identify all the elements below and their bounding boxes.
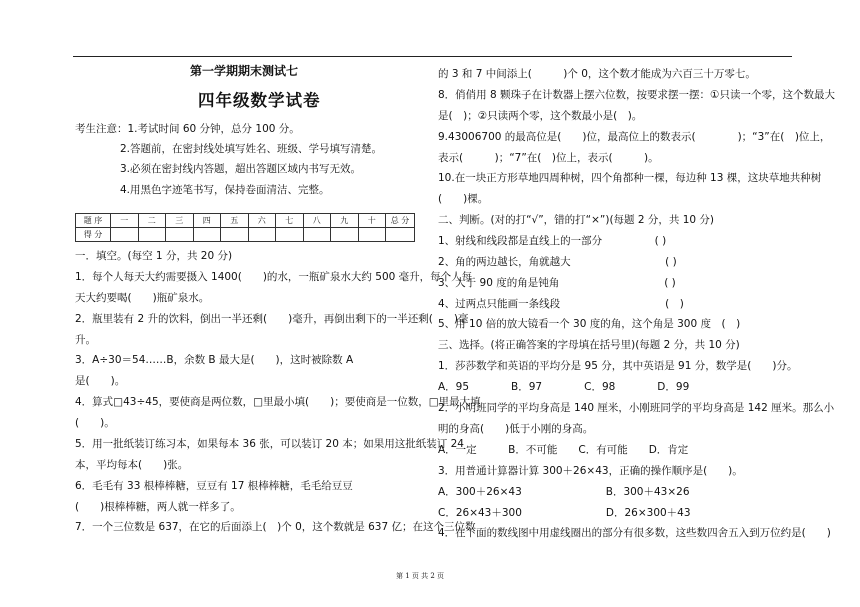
section-heading-choice: 三、选择。(将正确答案的字母填在括号里)(每题 2 分，共 10 分) xyxy=(438,339,740,351)
instruction-item: 2.答题前，在密封线处填写姓名、班级、学号填写清楚。 xyxy=(120,143,383,155)
score-cell[interactable] xyxy=(166,228,194,242)
score-header-cell: 六 xyxy=(248,214,276,228)
question-line: ( )棵。 xyxy=(438,193,489,205)
score-header-cell: 九 xyxy=(331,214,359,228)
score-row-label: 得 分 xyxy=(76,228,111,242)
question-line: 的 3 和 7 中间添上( )个 0，这个数才能成为六百三十万零七。 xyxy=(438,68,756,80)
score-header-cell: 二 xyxy=(138,214,166,228)
score-cell[interactable] xyxy=(221,228,249,242)
question-line: ( )。 xyxy=(75,417,115,429)
question-line: 2．小明班同学的平均身高是 140 厘米，小刚班同学的平均身高是 142 厘米。那么小 xyxy=(438,402,835,414)
question-line: 4．在下面的数线图中用虚线圈出的部分有很多数，这些数四舍五入到万位约是( ) xyxy=(438,527,831,539)
instruction-item: 3.必须在密封线内答题，超出答题区域内书写无效。 xyxy=(120,163,362,175)
score-header-cell: 八 xyxy=(303,214,331,228)
judge-item: 5、用 10 倍的放大镜看一个 30 度的角，这个角是 300 度 ( ) xyxy=(438,318,741,330)
question-line: 是( )。 xyxy=(75,375,126,387)
score-header-cell: 十 xyxy=(358,214,386,228)
choice-options: A．95 B．97 C．98 D．99 xyxy=(438,381,690,393)
question-line: 3．A÷30＝54……B，余数 B 最大是( )，这时被除数 A xyxy=(75,354,354,366)
judge-item: 4、过两点只能画一条线段 ( ) xyxy=(438,298,684,310)
question-line: 2．瓶里装有 2 升的饮料，倒出一半还剩( )毫升，再倒出剩下的一半还剩( )毫 xyxy=(75,313,469,325)
score-table-header-row xyxy=(76,214,415,228)
question-line: 6．毛毛有 33 根棒棒糖，豆豆有 17 根棒棒糖，毛毛给豆豆 xyxy=(75,480,353,492)
score-header-cell: 五 xyxy=(221,214,249,228)
judge-item: 2、角的两边越长，角就越大 ( ) xyxy=(438,256,677,268)
score-header-cell: 七 xyxy=(276,214,304,228)
question-line: 表示( )；“7”在( )位上，表示( )。 xyxy=(438,152,659,164)
choice-options: A．一定 B．不可能 C．有可能 D．肯定 xyxy=(438,444,689,456)
score-header-cell: 题 序 xyxy=(76,214,111,228)
score-cell[interactable] xyxy=(386,228,415,242)
question-line: 天大约要喝( )瓶矿泉水。 xyxy=(75,292,210,304)
score-header-cell: 一 xyxy=(111,214,139,228)
question-line: 1．莎莎数学和英语的平均分是 95 分，其中英语是 91 分，数学是( )分。 xyxy=(438,360,798,372)
question-line: 8．俏俏用 8 颗珠子在计数器上摆六位数，按要求摆一摆：①只读一个零，这个数最大 xyxy=(438,89,835,101)
judge-item: 3、大于 90 度的角是钝角 ( ) xyxy=(438,277,676,289)
score-header-cell: 四 xyxy=(193,214,221,228)
question-line: 本，平均每本( )张。 xyxy=(75,459,189,471)
question-line: ( )根棒棒糖，两人就一样多了。 xyxy=(75,501,241,513)
score-header-cell: 总 分 xyxy=(386,214,415,228)
question-line: 10.在一块正方形草地四周种树，四个角都种一棵，每边种 13 棵，这块草地共种树 xyxy=(438,172,822,184)
question-line: 3．用普通计算器计算 300＋26×43，正确的操作顺序是( )。 xyxy=(438,465,743,477)
question-line: 是( )；②只读两个零，这个数最小是( )。 xyxy=(438,110,643,122)
choice-options: C．26×43＋300 D．26×300＋43 xyxy=(438,507,691,519)
question-line: 1．每个人每天大约需要摄入 1400( )的水，一瓶矿泉水大约 500 毫升，每个人每 xyxy=(75,271,473,283)
question-line: 升。 xyxy=(75,334,96,346)
judge-item: 1、射线和线段都是直线上的一部分 ( ) xyxy=(438,235,667,247)
score-cell[interactable] xyxy=(111,228,139,242)
exam-subtitle: 四年级数学试卷 xyxy=(198,91,321,110)
score-cell[interactable] xyxy=(248,228,276,242)
section-heading-true-false: 二、判断。(对的打“√”，错的打“×”)(每题 2 分，共 10 分) xyxy=(438,214,715,226)
instruction-item: 4.用黑色字迹笔书写，保持卷面清洁、完整。 xyxy=(120,184,330,196)
score-cell[interactable] xyxy=(193,228,221,242)
instructions-lead: 考生注意：1.考试时间 60 分钟，总分 100 分。 xyxy=(75,123,300,135)
choice-options: A．300＋26×43 B．300＋43×26 xyxy=(438,486,690,498)
top-rule xyxy=(73,56,792,57)
question-line: 9.43006700 的最高位是( )位，最高位上的数表示( )；“3”在( )位上， xyxy=(438,131,831,143)
question-line: 明的身高( )低于小刚的身高。 xyxy=(438,423,594,435)
score-table xyxy=(75,213,415,242)
score-table-score-row xyxy=(76,228,415,242)
page-footer: 第 1 页 共 2 页 xyxy=(396,572,445,580)
question-line: 7．一个三位数是 637，在它的后面添上( )个 0，这个数就是 637 亿；在这个三位数 xyxy=(75,521,476,533)
score-cell[interactable] xyxy=(358,228,386,242)
question-line: 4．算式□43÷45，要使商是两位数，□里最小填( )；要使商是一位数，□里最大填 xyxy=(75,396,481,408)
exam-title: 第一学期期末测试七 xyxy=(190,64,299,78)
score-cell[interactable] xyxy=(331,228,359,242)
section-heading-fill-blank: 一．填空。(每空 1 分，共 20 分) xyxy=(75,250,233,262)
score-cell[interactable] xyxy=(276,228,304,242)
score-cell[interactable] xyxy=(303,228,331,242)
score-cell[interactable] xyxy=(138,228,166,242)
score-header-cell: 三 xyxy=(166,214,194,228)
question-line: 5．用一批纸装订练习本，如果每本 36 张，可以装订 20 本；如果用这批纸装订 24 xyxy=(75,438,464,450)
